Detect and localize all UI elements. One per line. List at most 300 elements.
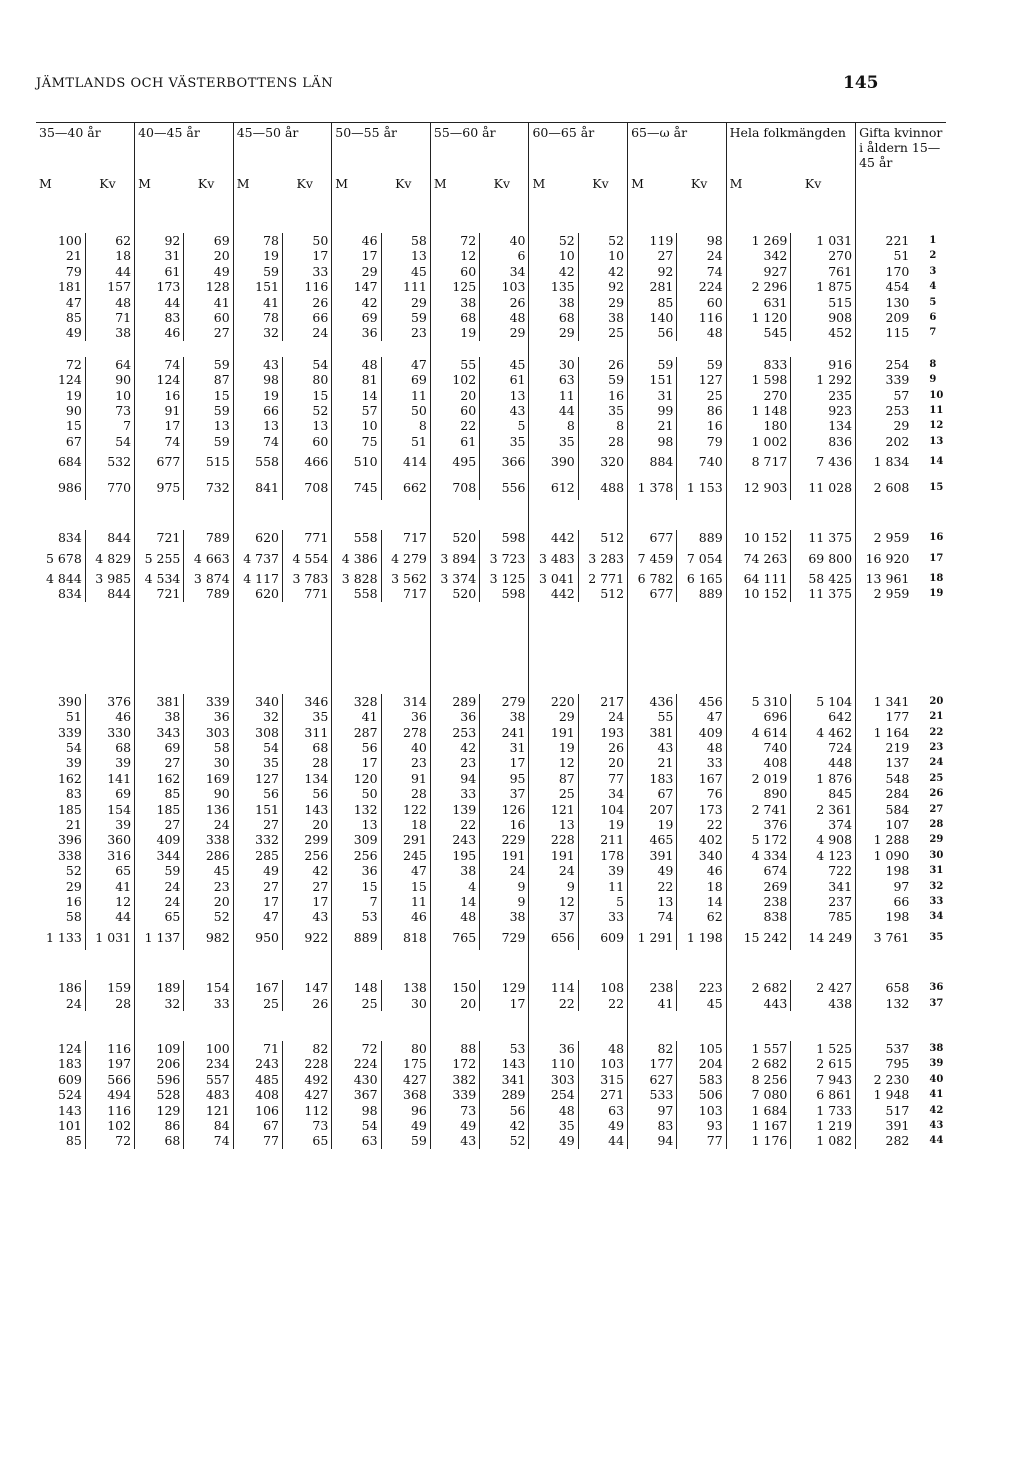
- table-cell: 303: [529, 1072, 578, 1087]
- table-cell: 836: [791, 434, 856, 449]
- table-cell: 4 554: [282, 546, 331, 571]
- table-row: [36, 1118, 946, 1133]
- table-row: [36, 740, 946, 755]
- table-cell: 63: [578, 1103, 627, 1118]
- table-cell: 23: [430, 755, 479, 770]
- table-cell: 74: [677, 264, 726, 279]
- table-cell: 367: [332, 1087, 381, 1102]
- gifta-cell: 209: [885, 310, 910, 326]
- table-cell: 5 255: [135, 546, 184, 571]
- table-cell: 143: [36, 1103, 85, 1118]
- table-cell: 37: [529, 909, 578, 924]
- row-number: 2: [929, 250, 937, 262]
- row-number: 39: [929, 1058, 944, 1070]
- table-cell: 74: [233, 434, 282, 449]
- row-number: 25: [929, 772, 944, 784]
- table-cell: 376: [85, 694, 134, 709]
- table-cell: 982: [184, 925, 233, 950]
- table-cell: 3 894: [430, 546, 479, 571]
- statistics-table: [36, 122, 946, 1149]
- table-cell: 45: [480, 357, 529, 372]
- row-number: 21: [929, 711, 944, 723]
- sub-header-kv: Kv: [791, 165, 856, 203]
- table-cell: 38: [480, 909, 529, 924]
- table-cell: 27: [135, 755, 184, 770]
- table-cell: 27: [184, 325, 233, 340]
- table-cell: 60: [184, 310, 233, 325]
- table-cell: 103: [677, 1103, 726, 1118]
- table-cell: 80: [282, 372, 331, 387]
- table-cell: 48: [430, 909, 479, 924]
- table-cell: 183: [36, 1056, 85, 1071]
- table-cell: 54: [332, 1118, 381, 1133]
- table-cell: 12: [430, 248, 479, 263]
- sub-header-kv: Kv: [480, 165, 529, 203]
- table-cell: 42: [332, 295, 381, 310]
- gifta-cell: 115: [885, 325, 910, 341]
- table-cell: 120: [332, 771, 381, 786]
- table-cell: 31: [135, 248, 184, 263]
- table-row: [36, 755, 946, 770]
- table-cell: 59: [628, 357, 677, 372]
- table-cell: 11: [381, 388, 430, 403]
- table-cell: 59: [381, 310, 430, 325]
- table-cell: 289: [430, 694, 479, 709]
- table-cell: 408: [233, 1087, 282, 1102]
- table-cell: 4 614: [726, 725, 791, 740]
- table-cell: 443: [726, 996, 791, 1011]
- table-cell: 33: [282, 264, 331, 279]
- table-cell: 465: [628, 832, 677, 847]
- table-row: [36, 1056, 946, 1071]
- running-title: JÄMTLANDS OCH VÄSTERBOTTENS LÄN: [36, 76, 334, 91]
- table-cell: 88: [430, 1041, 479, 1056]
- table-cell: 125: [430, 279, 479, 294]
- table-cell: 33: [578, 909, 627, 924]
- gifta-cell: 198: [885, 909, 910, 925]
- table-cell: 5: [480, 418, 529, 433]
- table-cell: 558: [233, 449, 282, 474]
- table-cell: 22: [677, 817, 726, 832]
- table-cell: 494: [85, 1087, 134, 1102]
- table-cell: 54: [233, 740, 282, 755]
- table-cell: 583: [677, 1072, 726, 1087]
- table-cell: 43: [480, 403, 529, 418]
- sub-header-m: M: [236, 176, 250, 192]
- table-cell: 3 874: [184, 571, 233, 586]
- table-cell: 1 148: [726, 403, 791, 418]
- table-row: [36, 571, 946, 586]
- table-cell: 22: [430, 817, 479, 832]
- table-cell: 4 737: [233, 546, 282, 571]
- table-cell: 140: [628, 310, 677, 325]
- table-cell: 197: [85, 1056, 134, 1071]
- table-cell: 94: [430, 771, 479, 786]
- table-cell: 11: [381, 894, 430, 909]
- row-number: 3: [929, 265, 937, 277]
- table-cell: 98: [628, 434, 677, 449]
- table-cell: 427: [381, 1072, 430, 1087]
- table-cell: 376: [726, 817, 791, 832]
- table-cell: 7: [85, 418, 134, 433]
- table-cell: 27: [628, 248, 677, 263]
- gifta-cell: 1 090: [873, 847, 910, 863]
- table-cell: 32: [233, 325, 282, 340]
- table-cell: 32: [135, 996, 184, 1011]
- table-cell: 4 117: [233, 571, 282, 586]
- table-cell: 20: [578, 755, 627, 770]
- table-cell: 39: [36, 755, 85, 770]
- table-cell: 41: [184, 295, 233, 310]
- table-cell: 99: [628, 403, 677, 418]
- table-cell: 243: [233, 1056, 282, 1071]
- table-cell: 92: [578, 279, 627, 294]
- table-cell: 338: [184, 832, 233, 847]
- table-cell: 85: [36, 310, 85, 325]
- table-cell: 74: [628, 909, 677, 924]
- table-cell: 60: [430, 264, 479, 279]
- table-cell: 67: [36, 434, 85, 449]
- row-number: 18: [929, 572, 944, 584]
- gifta-cell: 454: [885, 279, 910, 295]
- table-cell: 180: [726, 418, 791, 433]
- table-cell: 344: [135, 848, 184, 863]
- table-cell: 48: [85, 295, 134, 310]
- table-cell: 845: [791, 786, 856, 801]
- table-row: [36, 863, 946, 878]
- table-cell: 19: [36, 388, 85, 403]
- table-cell: 4 386: [332, 546, 381, 571]
- table-cell: 124: [36, 1041, 85, 1056]
- sub-header-m: M: [138, 176, 151, 192]
- table-cell: 87: [184, 372, 233, 387]
- table-cell: 1 269: [726, 233, 791, 248]
- table-cell: 360: [85, 832, 134, 847]
- table-cell: 16: [36, 894, 85, 909]
- table-cell: 68: [135, 1133, 184, 1148]
- table-cell: 631: [726, 295, 791, 310]
- table-cell: 159: [85, 980, 134, 995]
- table-cell: 14: [332, 388, 381, 403]
- gifta-cell: 170: [885, 263, 910, 279]
- table-cell: 36: [430, 709, 479, 724]
- table-row: [36, 1087, 946, 1102]
- table-cell: 103: [578, 1056, 627, 1071]
- table-cell: 9: [480, 879, 529, 894]
- table-cell: 26: [282, 295, 331, 310]
- group-header: Hela folkmängden: [726, 123, 855, 166]
- table-cell: 40: [480, 233, 529, 248]
- sub-header-m: M: [39, 176, 52, 192]
- table-cell: 191: [480, 848, 529, 863]
- table-cell: 38: [529, 295, 578, 310]
- table-cell: 308: [233, 725, 282, 740]
- group-header: 50—55 år: [332, 123, 431, 166]
- table-cell: 21: [36, 817, 85, 832]
- table-cell: 14 249: [791, 925, 856, 950]
- table-cell: 105: [677, 1041, 726, 1056]
- table-cell: 103: [480, 279, 529, 294]
- table-row: [36, 848, 946, 863]
- table-cell: 2 615: [791, 1056, 856, 1071]
- table-cell: 515: [791, 295, 856, 310]
- table-cell: 612: [529, 475, 578, 500]
- table-cell: 23: [381, 325, 430, 340]
- table-cell: 28: [282, 755, 331, 770]
- table-cell: 342: [726, 248, 791, 263]
- table-cell: 59: [381, 1133, 430, 1148]
- row-number: 5: [929, 296, 937, 308]
- table-cell: 510: [332, 449, 381, 474]
- table-cell: 134: [791, 418, 856, 433]
- table-cell: 34: [578, 786, 627, 801]
- table-cell: 243: [430, 832, 479, 847]
- sub-header-kv: Kv: [282, 165, 331, 203]
- table-cell: 18: [85, 248, 134, 263]
- table-cell: 40: [381, 740, 430, 755]
- table-cell: 72: [332, 1041, 381, 1056]
- table-cell: 22: [529, 996, 578, 1011]
- table-cell: 37: [480, 786, 529, 801]
- table-cell: 81: [332, 372, 381, 387]
- gifta-cell: 1 164: [873, 724, 910, 740]
- table-cell: 116: [85, 1041, 134, 1056]
- table-cell: 44: [135, 295, 184, 310]
- table-cell: 14: [430, 894, 479, 909]
- table-cell: 59: [184, 403, 233, 418]
- table-cell: 3 985: [85, 571, 134, 586]
- table-cell: 69: [332, 310, 381, 325]
- table-cell: 27: [233, 817, 282, 832]
- gifta-cell: 548: [885, 770, 910, 786]
- table-cell: 558: [332, 586, 381, 601]
- table-cell: 15: [332, 879, 381, 894]
- table-cell: 19: [233, 388, 282, 403]
- table-row: [36, 709, 946, 724]
- table-cell: 438: [791, 996, 856, 1011]
- table-cell: 5 678: [36, 546, 85, 571]
- table-cell: 12: [85, 894, 134, 909]
- table-cell: 889: [332, 925, 381, 950]
- gifta-cell: 198: [885, 863, 910, 879]
- table-cell: 56: [628, 325, 677, 340]
- row-number: 33: [929, 896, 944, 907]
- table-header: [36, 123, 946, 204]
- table-cell: 684: [36, 449, 85, 474]
- table-cell: 21: [36, 248, 85, 263]
- row-number: 9: [929, 374, 937, 386]
- table-cell: 495: [430, 449, 479, 474]
- table-cell: 211: [578, 832, 627, 847]
- table-cell: 6: [480, 248, 529, 263]
- table-cell: 10: [578, 248, 627, 263]
- table-cell: 85: [628, 295, 677, 310]
- table-cell: 8 717: [726, 449, 791, 474]
- group-header: 45—50 år: [233, 123, 332, 166]
- table-cell: 834: [36, 586, 85, 601]
- gifta-cell: 97: [893, 878, 910, 894]
- table-cell: 21: [628, 418, 677, 433]
- table-cell: 50: [332, 786, 381, 801]
- table-cell: 42: [480, 1118, 529, 1133]
- table-cell: 28: [85, 996, 134, 1011]
- table-cell: 4 663: [184, 546, 233, 571]
- table-cell: 1 684: [726, 1103, 791, 1118]
- table-cell: 975: [135, 475, 184, 500]
- row-number: 44: [929, 1135, 944, 1147]
- sub-header-kv: Kv: [578, 165, 627, 203]
- table-cell: 46: [381, 909, 430, 924]
- table-cell: 1 292: [791, 372, 856, 387]
- table-cell: 17: [332, 248, 381, 263]
- table-cell: 98: [677, 233, 726, 248]
- table-cell: 1 176: [726, 1133, 791, 1148]
- table-cell: 65: [85, 863, 134, 878]
- gifta-header: Gifta kvinnor i åldern 15—45 år: [856, 123, 946, 204]
- gifta-cell: 1 341: [873, 693, 910, 709]
- table-cell: 7 080: [726, 1087, 791, 1102]
- table-cell: 90: [85, 372, 134, 387]
- table-cell: 195: [430, 848, 479, 863]
- table-cell: 1 378: [628, 475, 677, 500]
- table-cell: 191: [529, 848, 578, 863]
- table-cell: 31: [628, 388, 677, 403]
- table-cell: 49: [381, 1118, 430, 1133]
- table-cell: 60: [282, 434, 331, 449]
- table-cell: 72: [430, 233, 479, 248]
- table-cell: 3 125: [480, 571, 529, 586]
- table-cell: 47: [233, 909, 282, 924]
- table-cell: 95: [480, 771, 529, 786]
- table-cell: 109: [135, 1041, 184, 1056]
- table-cell: 1 525: [791, 1041, 856, 1056]
- table-cell: 52: [578, 233, 627, 248]
- table-cell: 566: [85, 1072, 134, 1087]
- table-cell: 235: [791, 388, 856, 403]
- row-number: 10: [929, 389, 944, 401]
- table-cell: 78: [233, 310, 282, 325]
- table-row: [36, 802, 946, 817]
- table-cell: 86: [135, 1118, 184, 1133]
- table-cell: 52: [529, 233, 578, 248]
- gifta-cell: 29: [893, 418, 910, 434]
- table-cell: 48: [529, 1103, 578, 1118]
- table-cell: 134: [282, 771, 331, 786]
- table-cell: 8 256: [726, 1072, 791, 1087]
- table-cell: 22: [578, 996, 627, 1011]
- table-row: [36, 475, 946, 500]
- table-cell: 254: [529, 1087, 578, 1102]
- table-cell: 13: [628, 894, 677, 909]
- table-cell: 191: [529, 725, 578, 740]
- table-cell: 47: [36, 295, 85, 310]
- table-cell: 17: [282, 248, 331, 263]
- table-cell: 4 829: [85, 546, 134, 571]
- table-cell: 24: [135, 879, 184, 894]
- table-cell: 129: [135, 1103, 184, 1118]
- row-number: 20: [929, 695, 944, 707]
- table-cell: 98: [233, 372, 282, 387]
- table-cell: 789: [184, 586, 233, 601]
- table-cell: 90: [184, 786, 233, 801]
- table-cell: 13: [233, 418, 282, 433]
- table-cell: 28: [381, 786, 430, 801]
- table-row: [36, 832, 946, 847]
- table-cell: 17: [135, 418, 184, 433]
- table-cell: 316: [85, 848, 134, 863]
- table-cell: 15: [282, 388, 331, 403]
- table-cell: 79: [677, 434, 726, 449]
- table-cell: 838: [726, 909, 791, 924]
- table-cell: 46: [135, 325, 184, 340]
- table-cell: 287: [332, 725, 381, 740]
- table-cell: 29: [578, 295, 627, 310]
- table-cell: 25: [529, 786, 578, 801]
- table-cell: 127: [677, 372, 726, 387]
- table-cell: 309: [332, 832, 381, 847]
- table-cell: 13: [381, 248, 430, 263]
- table-cell: 14: [677, 894, 726, 909]
- table-cell: 228: [282, 1056, 331, 1071]
- table-cell: 52: [36, 863, 85, 878]
- table-cell: 20: [184, 248, 233, 263]
- table-cell: 26: [282, 996, 331, 1011]
- table-cell: 24: [480, 863, 529, 878]
- table-cell: 289: [480, 1087, 529, 1102]
- gifta-cell: 1 288: [873, 832, 910, 848]
- table-cell: 2 682: [726, 1056, 791, 1071]
- table-cell: 98: [332, 1103, 381, 1118]
- table-row: [36, 310, 946, 325]
- table-cell: 279: [480, 694, 529, 709]
- table-cell: 10: [85, 388, 134, 403]
- table-cell: 339: [430, 1087, 479, 1102]
- table-cell: 51: [36, 709, 85, 724]
- sub-header-kv: Kv: [85, 165, 134, 203]
- table-cell: 724: [791, 740, 856, 755]
- table-cell: 765: [430, 925, 479, 950]
- table-cell: 10 152: [726, 586, 791, 601]
- table-cell: 740: [726, 740, 791, 755]
- table-cell: 135: [529, 279, 578, 294]
- table-cell: 533: [628, 1087, 677, 1102]
- table-cell: 16: [578, 388, 627, 403]
- table-cell: 20: [430, 388, 479, 403]
- table-cell: 41: [233, 295, 282, 310]
- row-number: 32: [929, 880, 944, 892]
- table-cell: 409: [135, 832, 184, 847]
- table-cell: 382: [430, 1072, 479, 1087]
- table-cell: 47: [381, 863, 430, 878]
- table-cell: 25: [332, 996, 381, 1011]
- gifta-cell: 1 834: [873, 454, 910, 470]
- table-row: [36, 817, 946, 832]
- table-cell: 45: [184, 863, 233, 878]
- table-cell: 4 462: [791, 725, 856, 740]
- table-cell: 63: [332, 1133, 381, 1148]
- table-cell: 167: [677, 771, 726, 786]
- table-cell: 238: [726, 894, 791, 909]
- table-cell: 36: [332, 325, 381, 340]
- table-cell: 950: [233, 925, 282, 950]
- sub-header-m: M: [335, 176, 349, 192]
- table-cell: 68: [282, 740, 331, 755]
- table-row: [36, 586, 946, 601]
- table-cell: 38: [430, 295, 479, 310]
- table-cell: 121: [529, 802, 578, 817]
- table-cell: 2 019: [726, 771, 791, 786]
- sub-header-kv: Kv: [184, 165, 233, 203]
